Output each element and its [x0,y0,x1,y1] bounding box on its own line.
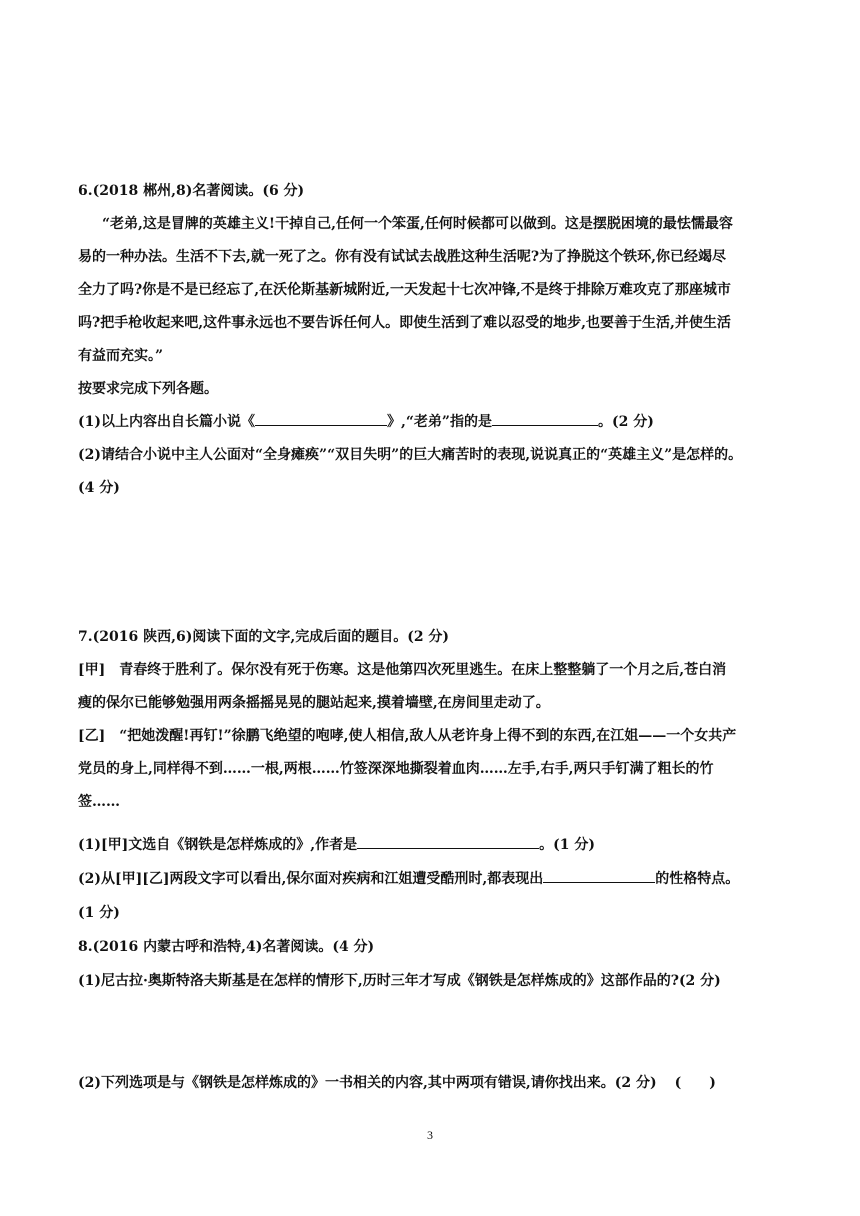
q7-sub1-text-a: (1)[甲]文选自《钢铁是怎样炼成的》,作者是 [78,837,358,853]
q6-sub1-blank-person[interactable] [492,411,598,426]
q7-sub2 [78,868,784,890]
q6-passage-line-3: 全力了吗?你是不是已经忘了,在沃伦斯基新城附近,一天发起十七次冲锋,不是终于排除万难攻克了那座城市 [78,282,731,298]
q6-passage-line-1: “老弟,这是冒牌的英雄主义!干掉自己,任何一个笨蛋,任何时候都可以做到。这是摆脱困境的最怯懦最容 [102,216,733,232]
q7-jia-line-1: [甲] 青春终于胜利了。保尔没有死于伤寒。这是他第四次死里逃生。在床上整整躺了一个月之后,苍白消 [78,662,727,678]
q7-sub1-text-b: 。(1 分) [539,837,595,853]
q8-sub1-answer-area[interactable] [78,996,784,1066]
q7-yi-line-2: 党员的身上,同样得不到……一根,两根……竹签深深地撕裂着血肉……左手,右手,两只手钉满了粗长的竹 [78,761,714,777]
q6-passage-line-2: 易的一种办法。生活不下去,就一死了之。你有没有试试去战胜这种生活呢?为了挣脱这个铁环,你已经竭尽 [78,249,726,265]
q8-sub2-answer-paren[interactable]: ( ) [674,1075,716,1091]
q8-header: 8.(2016 内蒙古呼和浩特,4)名著阅读。(4 分) [78,939,375,955]
q7-sub1-blank-author[interactable] [357,834,539,849]
q6-passage-line-5: 有益而充实。” [78,348,164,364]
q8-sub1: (1)尼古拉·奥斯特洛夫斯基是在怎样的情形下,历时三年才写成《钢铁是怎样炼成的》这部作品的?(2 分) [78,973,721,989]
q7-sub2-blank-trait[interactable] [543,868,655,883]
q7-header: 7.(2016 陕西,6)阅读下面的文字,完成后面的题目。(2 分) [78,629,450,645]
q6-instruction: 按要求完成下列各题。 [78,381,218,397]
q6-passage-line-4: 吗?把手枪收起来吧,这件事永远也不要告诉任何人。即使生活到了难以忍受的地步,也要善于生活,并使生活 [78,315,731,331]
q6-sub2: (2)请结合小说中主人公面对“全身瘫痪”“双目失明”的巨大痛苦时的表现,说说真正的“英雄主义”是怎样的。 [78,447,743,463]
page-number: 3 [427,1128,433,1142]
q6-sub1 [78,411,784,433]
q6-header: 6.(2018 郴州,8)名著阅读。(6 分) [78,183,305,199]
q7-sub2-score: (1 分) [78,905,120,921]
q6-sub2-score: (4 分) [78,480,120,496]
q6-answer-area[interactable] [78,510,784,620]
q7-yi-line-1: [乙] “把她泼醒!再钉!”徐鹏飞绝望的咆哮,使人相信,敌人从老许身上得不到的东西,在江姐——一个女共产 [78,728,737,744]
q6-sub1-blank-novel[interactable] [255,411,387,426]
q7-sub1 [78,834,784,856]
q7-jia-line-2: 瘦的保尔已能够勉强用两条摇摇晃晃的腿站起来,摸着墙壁,在房间里走动了。 [78,695,550,711]
q6-sub1-text-a: (1)以上内容出自长篇小说《 [78,414,255,430]
q7-yi-line-3: 签…… [78,794,120,810]
q6-sub1-text-c: 。(2 分) [597,414,654,430]
q8-sub2-text: (2)下列选项是与《钢铁是怎样炼成的》一书相关的内容,其中两项有错误,请你找出来。(2 分) [78,1075,657,1091]
q7-sub2-text-b: 的性格特点。 [655,871,740,887]
q8-sub2 [78,1072,784,1094]
q7-sub2-text-a: (2)从[甲][乙]两段文字可以看出,保尔面对疾病和江姐遭受酷刑时,都表现出 [78,871,544,887]
q6-sub1-text-b: 》,“老弟”指的是 [387,414,492,430]
